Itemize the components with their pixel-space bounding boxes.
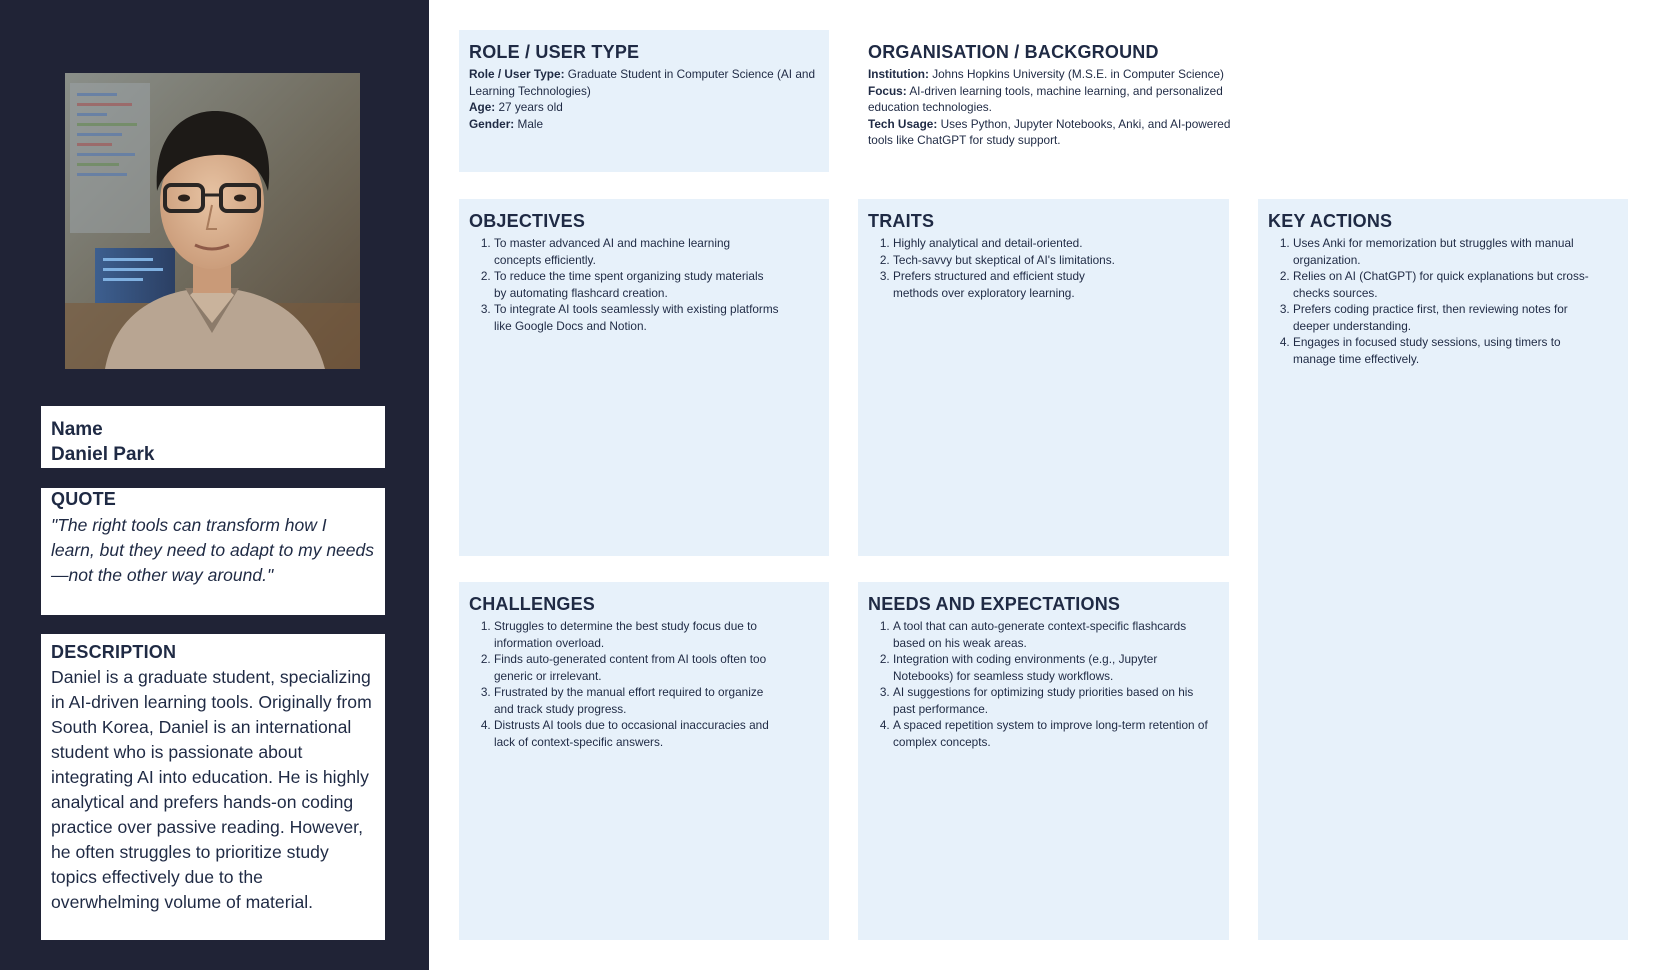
traits-title: TRAITS (868, 211, 935, 231)
persona-name: Daniel Park (51, 444, 155, 465)
gender-line (469, 116, 819, 133)
age-line-value: 27 years old (498, 100, 563, 114)
list-item: 3. AI suggestions for optimizing study priorities based on his past performance. (893, 684, 1209, 717)
list-item: 1. Uses Anki for memorization but struggles with manual organization. (1293, 235, 1598, 268)
role-title: ROLE / USER TYPE (469, 42, 640, 62)
needs-list (868, 618, 1219, 750)
quote-card (41, 488, 385, 615)
persona-quote: "The right tools can transform how I learn, but they need to adapt to my needs—not the other way around." (51, 515, 374, 585)
list-item: 1. To master advanced AI and machine learning concepts efficiently. (494, 235, 779, 268)
persona-description: Daniel is a graduate student, specializing in AI-driven learning tools. Originally from South Korea, Daniel is an international student who is passionate about integrating AI into education. He is highly analytical and prefers hands-on coding practice over passive reading. However, he often struggles to prioritize study topics effectively due to the overwhelming volume of material. (51, 667, 372, 912)
challenges-panel (459, 582, 829, 940)
challenges-title: CHALLENGES (469, 594, 596, 614)
name-card (41, 406, 385, 468)
list-item: 3. Frustrated by the manual effort required to organize and track study progress. (494, 684, 779, 717)
objectives-panel (459, 199, 829, 556)
list-item: 3. Prefers coding practice first, then reviewing notes for deeper understanding. (1293, 301, 1598, 334)
list-item: 2. To reduce the time spent organizing study materials by automating flashcard creation. (494, 268, 779, 301)
role-line-value: Graduate Student in Computer Science (AI and Learning Technologies) (469, 67, 816, 98)
institution-line (868, 66, 1258, 83)
key-actions-panel (1258, 199, 1628, 940)
institution-value: Johns Hopkins University (M.S.E. in Computer Science) (932, 67, 1224, 81)
gender-line-value: Male (517, 116, 544, 131)
objectives-list (469, 235, 819, 334)
role-panel (459, 30, 829, 172)
persona-portrait (65, 73, 360, 369)
focus-value: AI-driven learning tools, machine learning, and personalized education technologies. (868, 83, 1223, 114)
portrait-illustration (65, 73, 360, 369)
list-item: 2. Finds auto-generated content from AI tools often too generic or irrelevant. (494, 651, 779, 684)
traits-panel (858, 199, 1229, 556)
description-card (41, 634, 385, 940)
gender-line-label: Gender: (469, 116, 515, 131)
age-line-label: Age: (469, 100, 496, 114)
institution-label: Institution: (868, 67, 929, 81)
list-item: 4. Engages in focused study sessions, using timers to manage time effectively. (1293, 334, 1598, 367)
list-item: 1. Struggles to determine the best study focus due to information overload. (494, 618, 779, 651)
age-line (469, 99, 819, 116)
focus-label: Focus: (868, 83, 907, 98)
objectives-title: OBJECTIVES (469, 211, 586, 231)
traits-list (868, 235, 1219, 301)
organisation-title: ORGANISATION / BACKGROUND (868, 42, 1159, 62)
list-item: 4. A spaced repetition system to improve long-term retention of complex concepts. (893, 717, 1209, 750)
persona-sidebar (0, 0, 429, 970)
needs-title: NEEDS AND EXPECTATIONS (868, 594, 1121, 614)
organisation-panel (858, 30, 1268, 172)
name-label: Name (51, 419, 103, 440)
focus-line (868, 83, 1258, 116)
list-item: 3. To integrate AI tools seamlessly with existing platforms like Google Docs and Notion. (494, 301, 779, 334)
needs-panel (858, 582, 1229, 940)
tech-usage-line (868, 116, 1258, 149)
list-item: 1. A tool that can auto-generate context-specific flashcards based on his weak areas. (893, 618, 1209, 651)
key-actions-list (1268, 235, 1618, 367)
tech-usage-value: Uses Python, Jupyter Notebooks, Anki, and AI-powered tools like ChatGPT for study support. (868, 116, 1231, 147)
list-item: 2. Integration with coding environments (e.g., Jupyter Notebooks) for seamless study workflows. (893, 651, 1209, 684)
list-item: 4. Distrusts AI tools due to occasional inaccuracies and lack of context-specific answers. (494, 717, 779, 750)
role-line (469, 66, 819, 99)
description-heading: DESCRIPTION (51, 642, 177, 662)
list-item: 3. Prefers structured and efficient study methods over exploratory learning. (893, 268, 1119, 301)
list-item: 2. Relies on AI (ChatGPT) for quick explanations but cross-checks sources. (1293, 268, 1598, 301)
key-actions-title: KEY ACTIONS (1268, 211, 1393, 231)
tech-usage-label: Tech Usage: (868, 116, 938, 131)
quote-heading: QUOTE (51, 489, 117, 509)
role-line-label: Role / User Type: (469, 67, 565, 81)
list-item: 1. Highly analytical and detail-oriented. (893, 235, 1119, 252)
challenges-list (469, 618, 819, 750)
list-item: 2. Tech-savvy but skeptical of AI's limitations. (893, 252, 1119, 269)
